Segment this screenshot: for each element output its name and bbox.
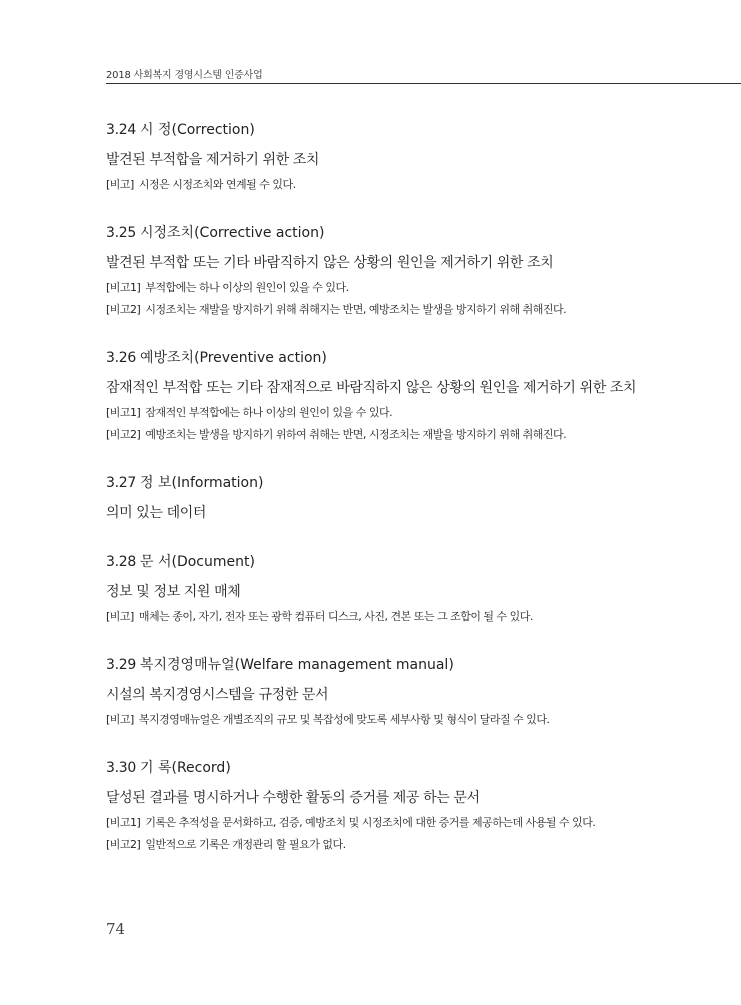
definition-section [106, 221, 646, 321]
section-title [106, 756, 646, 780]
note-text: 예방조치는 발생을 방지하기 위하여 취해는 반면, 시정조치는 재발을 방지하기 위해 취해진다. [145, 428, 567, 441]
header-rule [106, 83, 741, 84]
section-note [106, 606, 646, 628]
section-note [106, 277, 646, 299]
definition-section [106, 550, 646, 628]
section-title [106, 471, 646, 495]
note-tag: [비고2] [106, 838, 141, 851]
section-note [106, 834, 646, 856]
note-text: 잠재적인 부적합에는 하나 이상의 원인이 있을 수 있다. [145, 406, 393, 419]
note-tag: [비고2] [106, 428, 141, 441]
definition-section [106, 118, 646, 196]
note-text: 부적합에는 하나 이상의 원인이 있을 수 있다. [145, 281, 349, 294]
section-number: 3.30 [106, 760, 136, 776]
section-term: 예방조치(Preventive action) [139, 350, 327, 366]
section-definition: 잠재적인 부적합 또는 기타 잠재적으로 바람직하지 않은 상황의 원인을 제거하기 위한 조치 [106, 380, 637, 396]
section-title [106, 346, 646, 370]
note-tag: [비고] [106, 178, 134, 191]
section-term: 기 록(Record) [139, 760, 231, 776]
section-title [106, 221, 646, 245]
note-tag: [비고1] [106, 406, 141, 419]
section-term: 문 서(Document) [139, 554, 255, 570]
note-tag: [비고2] [106, 303, 141, 316]
note-text: 기록은 추적성을 문서화하고, 검증, 예방조치 및 시정조치에 대한 증거를 제공하는데 사용될 수 있다. [145, 816, 596, 829]
definition-section [106, 653, 646, 731]
section-definition: 시설의 복지경영시스템을 규정한 문서 [106, 687, 329, 703]
page-number: 74 [106, 920, 126, 938]
section-definition: 발견된 부적합을 제거하기 위한 조치 [106, 152, 320, 168]
definition-section [106, 346, 646, 446]
section-number: 3.27 [106, 475, 136, 491]
note-tag: [비고] [106, 610, 134, 623]
section-note [106, 174, 646, 196]
section-note [106, 709, 646, 731]
section-number: 3.26 [106, 350, 136, 366]
note-text: 복지경영매뉴얼은 개별조직의 규모 및 복잡성에 맞도록 세부사항 및 형식이 달라질 수 있다. [138, 713, 550, 726]
section-title [106, 118, 646, 142]
section-term: 복지경영매뉴얼(Welfare management manual) [139, 657, 454, 673]
section-note [106, 424, 646, 446]
section-term: 정 보(Information) [139, 475, 264, 491]
section-title [106, 653, 646, 677]
definition-section [106, 471, 646, 525]
section-definition: 정보 및 정보 지원 매체 [106, 584, 241, 600]
running-header: 2018 사회복지 경영시스템 인증사업 [106, 70, 263, 81]
note-tag: [비고] [106, 713, 134, 726]
section-number: 3.29 [106, 657, 136, 673]
section-term: 시 정(Correction) [139, 122, 255, 138]
definitions-content [106, 118, 646, 856]
section-definition: 발견된 부적합 또는 기타 바람직하지 않은 상황의 원인을 제거하기 위한 조치 [106, 255, 554, 271]
section-note [106, 299, 646, 321]
section-number: 3.25 [106, 225, 136, 241]
section-number: 3.28 [106, 554, 136, 570]
note-text: 일반적으로 기록은 개정관리 할 필요가 없다. [145, 838, 346, 851]
section-title [106, 550, 646, 574]
section-definition: 의미 있는 데이터 [106, 505, 206, 521]
section-definition: 달성된 결과를 명시하거나 수행한 활동의 증거를 제공 하는 문서 [106, 790, 480, 806]
section-note [106, 812, 646, 834]
note-text: 시정은 시정조치와 연계될 수 있다. [138, 178, 296, 191]
note-text: 매체는 종이, 자기, 전자 또는 광학 컴퓨터 디스크, 사진, 견본 또는 그 조합이 될 수 있다. [138, 610, 533, 623]
note-tag: [비고1] [106, 816, 141, 829]
note-text: 시정조치는 재발을 방지하기 위해 취해지는 반면, 예방조치는 발생을 방지하기 위해 취해진다. [145, 303, 567, 316]
definition-section [106, 756, 646, 856]
note-tag: [비고1] [106, 281, 141, 294]
section-term: 시정조치(Corrective action) [139, 225, 325, 241]
section-note [106, 402, 646, 424]
section-number: 3.24 [106, 122, 136, 138]
